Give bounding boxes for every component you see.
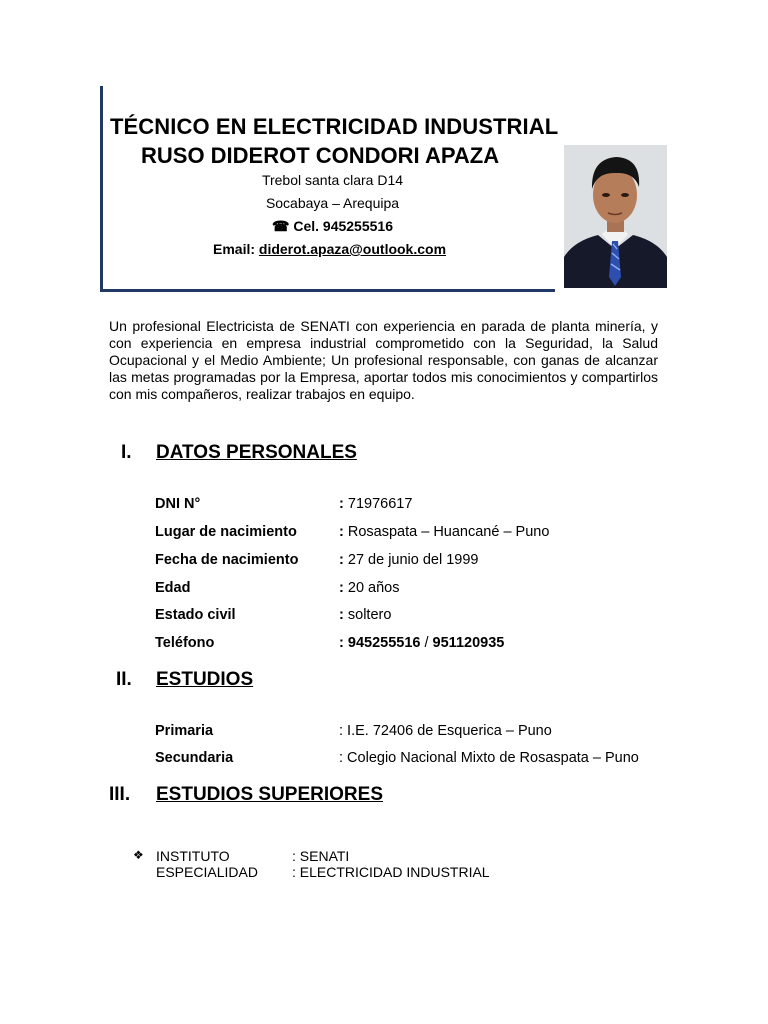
value-phone: : 945255516 / 951120935 [339,635,505,651]
section-title-studies: ESTUDIOS [156,669,254,690]
label-birthplace: Lugar de nacimiento [155,524,297,540]
value-birthdate: : 27 de junio del 1999 [339,552,479,568]
label-secondary: Secundaria [155,750,234,766]
header-bottom-border [100,289,555,292]
value-civil-status: : soltero [339,607,392,623]
value-dni: : 71976617 [339,496,413,512]
label-institute: INSTITUTO [156,848,230,864]
section-title-higher-studies: ESTUDIOS SUPERIORES [156,784,383,805]
value-secondary: : Colegio Nacional Mixto de Rosaspata – Puno [339,750,639,766]
phone-text: Cel. 945255516 [293,218,393,234]
email-link[interactable]: diderot.apaza@outlook.com [258,241,447,257]
value-birthplace: : Rosaspata – Huancané – Puno [339,524,550,540]
section-number-1: I. [121,442,132,463]
label-birthdate: Fecha de nacimiento [155,552,299,568]
email-label: Email: [213,241,256,257]
candidate-name: RUSO DIDEROT CONDORI APAZA [141,143,500,168]
section-number-3: III. [109,784,131,805]
email-line [213,241,446,257]
value-primary: : I.E. 72406 de Esquerica – Puno [339,723,552,739]
value-specialty: : ELECTRICIDAD INDUSTRIAL [292,864,490,880]
address-line-1: Trebol santa clara D14 [261,172,404,188]
address-line-2: Socabaya – Arequipa [265,195,400,211]
phone-line [205,218,460,235]
header-left-border [100,86,103,292]
section-number-2: II. [116,669,132,690]
label-specialty: ESPECIALIDAD [156,864,258,880]
label-civil-status: Estado civil [155,607,236,623]
section-title-personal-data: DATOS PERSONALES [156,442,357,463]
value-institute: : SENATI [292,848,350,864]
label-phone: Teléfono [155,635,215,651]
value-age: : 20 años [339,580,400,596]
label-dni: DNI N° [155,496,201,512]
document-title: TÉCNICO EN ELECTRICIDAD INDUSTRIAL [110,114,559,139]
label-age: Edad [155,580,191,596]
telephone-icon: ☎ [272,218,290,234]
label-primary: Primaria [155,723,214,739]
diamond-bullet-icon: ❖ [133,848,144,862]
profile-summary: Un profesional Electricista de SENATI con experiencia en parada de planta minería, y con experiencia en empresa industrial comprometido con la Seguridad, la Salud Ocupacional y el Medio Ambiente; Un profesional responsable, con ganas de alcanzar las metas programadas por la Empresa, aportar todos mis conocimientos y compartirlos con mis compañeros, realizar trabajos en equipo. [109,318,658,402]
profile-photo [564,145,667,288]
